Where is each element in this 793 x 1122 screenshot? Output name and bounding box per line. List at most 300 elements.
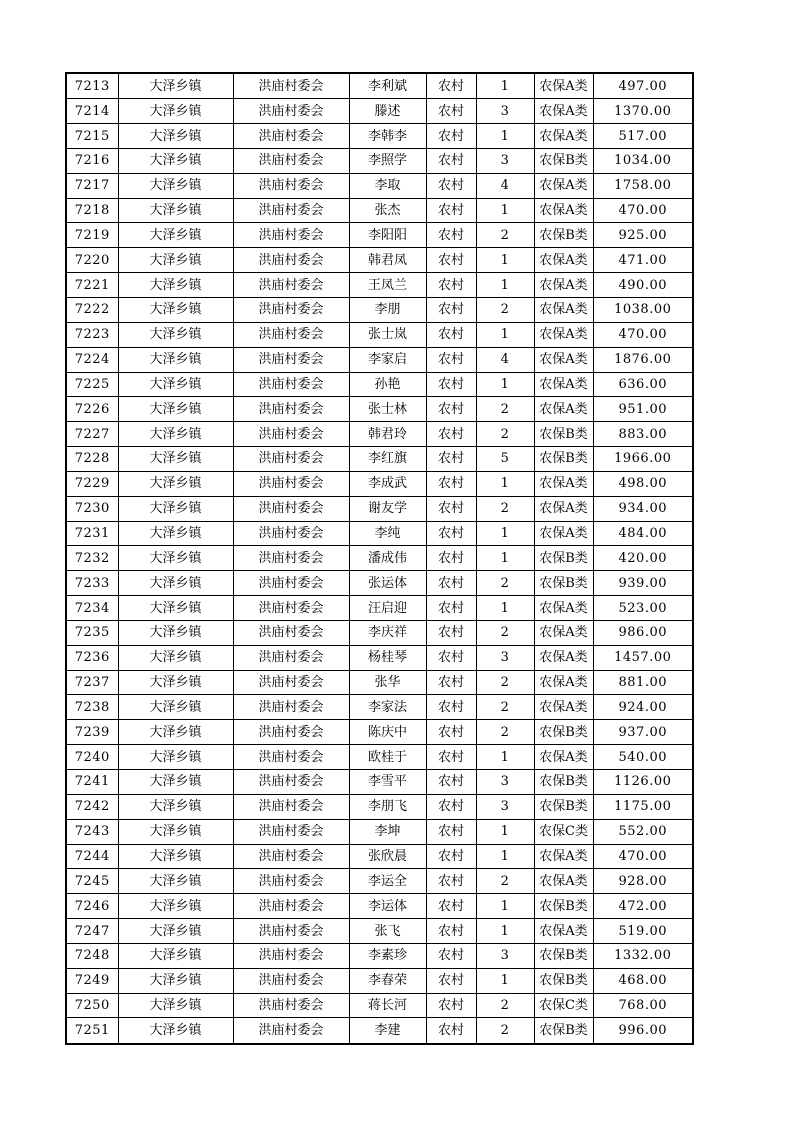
table-row [66, 993, 693, 1018]
cell-name: 韩君玲 [349, 422, 426, 447]
cell-amount: 883.00 [593, 422, 693, 447]
table-row [66, 695, 693, 720]
cell-insurance-type: 农保C类 [534, 819, 593, 844]
cell-town: 大泽乡镇 [118, 273, 233, 298]
cell-insurance-type: 农保A类 [534, 496, 593, 521]
cell-village: 洪庙村委会 [233, 794, 349, 819]
cell-name: 李建 [349, 1018, 426, 1044]
cell-count: 1 [476, 919, 534, 944]
cell-amount: 986.00 [593, 620, 693, 645]
cell-count: 3 [476, 148, 534, 173]
cell-name: 滕述 [349, 99, 426, 124]
cell-village: 洪庙村委会 [233, 322, 349, 347]
cell-amount: 1034.00 [593, 148, 693, 173]
cell-name: 李纯 [349, 521, 426, 546]
cell-count: 1 [476, 546, 534, 571]
cell-name: 李朋 [349, 297, 426, 322]
cell-village: 洪庙村委会 [233, 198, 349, 223]
cell-town: 大泽乡镇 [118, 695, 233, 720]
cell-insurance-type: 农保A类 [534, 347, 593, 372]
cell-id: 7224 [66, 347, 118, 372]
cell-id: 7226 [66, 397, 118, 422]
cell-village: 洪庙村委会 [233, 844, 349, 869]
table-row [66, 819, 693, 844]
cell-village: 洪庙村委会 [233, 521, 349, 546]
cell-insurance-type: 农保B类 [534, 148, 593, 173]
cell-name: 李素珍 [349, 943, 426, 968]
cell-count: 4 [476, 347, 534, 372]
cell-insurance-type: 农保A类 [534, 124, 593, 149]
cell-town: 大泽乡镇 [118, 422, 233, 447]
cell-amount: 519.00 [593, 919, 693, 944]
cell-name: 李运体 [349, 894, 426, 919]
cell-category: 农村 [426, 670, 476, 695]
cell-name: 张杰 [349, 198, 426, 223]
cell-count: 2 [476, 869, 534, 894]
cell-village: 洪庙村委会 [233, 471, 349, 496]
cell-insurance-type: 农保B类 [534, 447, 593, 472]
cell-category: 农村 [426, 770, 476, 795]
cell-id: 7237 [66, 670, 118, 695]
cell-category: 农村 [426, 273, 476, 298]
cell-id: 7238 [66, 695, 118, 720]
cell-count: 1 [476, 73, 534, 99]
cell-town: 大泽乡镇 [118, 993, 233, 1018]
cell-name: 李家启 [349, 347, 426, 372]
table-row [66, 894, 693, 919]
cell-count: 1 [476, 124, 534, 149]
cell-town: 大泽乡镇 [118, 968, 233, 993]
cell-village: 洪庙村委会 [233, 968, 349, 993]
cell-category: 农村 [426, 397, 476, 422]
cell-category: 农村 [426, 894, 476, 919]
cell-insurance-type: 农保A类 [534, 99, 593, 124]
cell-town: 大泽乡镇 [118, 943, 233, 968]
cell-name: 李庆祥 [349, 620, 426, 645]
cell-village: 洪庙村委会 [233, 173, 349, 198]
cell-id: 7248 [66, 943, 118, 968]
cell-amount: 1457.00 [593, 645, 693, 670]
cell-category: 农村 [426, 645, 476, 670]
cell-village: 洪庙村委会 [233, 770, 349, 795]
cell-id: 7225 [66, 372, 118, 397]
cell-name: 张运体 [349, 571, 426, 596]
cell-category: 农村 [426, 794, 476, 819]
cell-count: 2 [476, 297, 534, 322]
cell-category: 农村 [426, 546, 476, 571]
table-row [66, 322, 693, 347]
cell-town: 大泽乡镇 [118, 297, 233, 322]
cell-village: 洪庙村委会 [233, 571, 349, 596]
cell-insurance-type: 农保B类 [534, 223, 593, 248]
cell-insurance-type: 农保C类 [534, 993, 593, 1018]
table-row [66, 1018, 693, 1044]
cell-name: 张欣晨 [349, 844, 426, 869]
cell-amount: 468.00 [593, 968, 693, 993]
cell-village: 洪庙村委会 [233, 73, 349, 99]
cell-town: 大泽乡镇 [118, 770, 233, 795]
cell-id: 7228 [66, 447, 118, 472]
cell-amount: 470.00 [593, 322, 693, 347]
cell-insurance-type: 农保B类 [534, 422, 593, 447]
cell-category: 农村 [426, 844, 476, 869]
cell-id: 7247 [66, 919, 118, 944]
cell-town: 大泽乡镇 [118, 397, 233, 422]
cell-village: 洪庙村委会 [233, 546, 349, 571]
table-row [66, 273, 693, 298]
cell-amount: 497.00 [593, 73, 693, 99]
cell-id: 7235 [66, 620, 118, 645]
cell-town: 大泽乡镇 [118, 372, 233, 397]
cell-amount: 540.00 [593, 745, 693, 770]
cell-amount: 552.00 [593, 819, 693, 844]
cell-category: 农村 [426, 819, 476, 844]
cell-name: 李利斌 [349, 73, 426, 99]
cell-amount: 1370.00 [593, 99, 693, 124]
cell-insurance-type: 农保A类 [534, 521, 593, 546]
cell-village: 洪庙村委会 [233, 869, 349, 894]
cell-count: 1 [476, 471, 534, 496]
cell-name: 张华 [349, 670, 426, 695]
table-row [66, 198, 693, 223]
cell-town: 大泽乡镇 [118, 248, 233, 273]
table-row [66, 73, 693, 99]
table-row [66, 422, 693, 447]
cell-name: 欧桂于 [349, 745, 426, 770]
cell-town: 大泽乡镇 [118, 645, 233, 670]
cell-id: 7242 [66, 794, 118, 819]
cell-id: 7244 [66, 844, 118, 869]
cell-count: 2 [476, 1018, 534, 1044]
cell-town: 大泽乡镇 [118, 794, 233, 819]
cell-village: 洪庙村委会 [233, 819, 349, 844]
cell-id: 7213 [66, 73, 118, 99]
cell-town: 大泽乡镇 [118, 869, 233, 894]
cell-category: 农村 [426, 471, 476, 496]
cell-amount: 768.00 [593, 993, 693, 1018]
cell-count: 1 [476, 372, 534, 397]
cell-count: 3 [476, 99, 534, 124]
cell-category: 农村 [426, 422, 476, 447]
cell-town: 大泽乡镇 [118, 571, 233, 596]
cell-name: 李坤 [349, 819, 426, 844]
cell-insurance-type: 农保A类 [534, 73, 593, 99]
cell-id: 7233 [66, 571, 118, 596]
table-row [66, 596, 693, 621]
cell-category: 农村 [426, 521, 476, 546]
table-row [66, 297, 693, 322]
table-row [66, 471, 693, 496]
cell-village: 洪庙村委会 [233, 670, 349, 695]
table-row [66, 844, 693, 869]
cell-count: 1 [476, 844, 534, 869]
cell-id: 7234 [66, 596, 118, 621]
cell-insurance-type: 农保A类 [534, 745, 593, 770]
cell-village: 洪庙村委会 [233, 1018, 349, 1044]
cell-name: 李阳阳 [349, 223, 426, 248]
cell-id: 7245 [66, 869, 118, 894]
cell-insurance-type: 农保B类 [534, 894, 593, 919]
cell-village: 洪庙村委会 [233, 943, 349, 968]
cell-count: 1 [476, 894, 534, 919]
cell-category: 农村 [426, 372, 476, 397]
table-row [66, 347, 693, 372]
cell-id: 7215 [66, 124, 118, 149]
cell-amount: 498.00 [593, 471, 693, 496]
cell-id: 7214 [66, 99, 118, 124]
table-row [66, 546, 693, 571]
cell-amount: 934.00 [593, 496, 693, 521]
cell-town: 大泽乡镇 [118, 596, 233, 621]
cell-id: 7240 [66, 745, 118, 770]
cell-id: 7251 [66, 1018, 118, 1044]
cell-village: 洪庙村委会 [233, 347, 349, 372]
cell-name: 李运全 [349, 869, 426, 894]
cell-category: 农村 [426, 223, 476, 248]
cell-count: 2 [476, 422, 534, 447]
cell-town: 大泽乡镇 [118, 124, 233, 149]
cell-count: 1 [476, 248, 534, 273]
cell-id: 7230 [66, 496, 118, 521]
cell-name: 李红旗 [349, 447, 426, 472]
cell-name: 李家法 [349, 695, 426, 720]
table-row [66, 968, 693, 993]
cell-amount: 484.00 [593, 521, 693, 546]
cell-count: 1 [476, 745, 534, 770]
cell-name: 孙艳 [349, 372, 426, 397]
cell-town: 大泽乡镇 [118, 844, 233, 869]
cell-town: 大泽乡镇 [118, 1018, 233, 1044]
cell-village: 洪庙村委会 [233, 447, 349, 472]
table-row [66, 919, 693, 944]
cell-amount: 523.00 [593, 596, 693, 621]
cell-insurance-type: 农保A类 [534, 869, 593, 894]
cell-category: 农村 [426, 968, 476, 993]
cell-village: 洪庙村委会 [233, 720, 349, 745]
cell-category: 农村 [426, 620, 476, 645]
cell-town: 大泽乡镇 [118, 919, 233, 944]
cell-count: 2 [476, 695, 534, 720]
cell-count: 2 [476, 720, 534, 745]
cell-category: 农村 [426, 173, 476, 198]
cell-category: 农村 [426, 919, 476, 944]
cell-id: 7243 [66, 819, 118, 844]
table-row [66, 397, 693, 422]
table-row [66, 148, 693, 173]
cell-insurance-type: 农保A类 [534, 844, 593, 869]
cell-town: 大泽乡镇 [118, 447, 233, 472]
cell-category: 农村 [426, 720, 476, 745]
cell-amount: 1758.00 [593, 173, 693, 198]
cell-id: 7250 [66, 993, 118, 1018]
table-row [66, 745, 693, 770]
cell-id: 7218 [66, 198, 118, 223]
table-row [66, 794, 693, 819]
cell-village: 洪庙村委会 [233, 99, 349, 124]
cell-id: 7246 [66, 894, 118, 919]
cell-category: 农村 [426, 347, 476, 372]
cell-insurance-type: 农保A类 [534, 198, 593, 223]
cell-count: 1 [476, 521, 534, 546]
cell-insurance-type: 农保A类 [534, 322, 593, 347]
cell-name: 李春荣 [349, 968, 426, 993]
cell-count: 3 [476, 794, 534, 819]
cell-id: 7241 [66, 770, 118, 795]
cell-name: 韩君凤 [349, 248, 426, 273]
cell-category: 农村 [426, 745, 476, 770]
cell-category: 农村 [426, 73, 476, 99]
cell-category: 农村 [426, 447, 476, 472]
cell-category: 农村 [426, 248, 476, 273]
table-row [66, 223, 693, 248]
cell-name: 汪启迎 [349, 596, 426, 621]
cell-count: 4 [476, 173, 534, 198]
cell-insurance-type: 农保B类 [534, 720, 593, 745]
cell-village: 洪庙村委会 [233, 496, 349, 521]
cell-village: 洪庙村委会 [233, 248, 349, 273]
cell-village: 洪庙村委会 [233, 596, 349, 621]
cell-amount: 1966.00 [593, 447, 693, 472]
cell-amount: 471.00 [593, 248, 693, 273]
cell-town: 大泽乡镇 [118, 99, 233, 124]
cell-town: 大泽乡镇 [118, 173, 233, 198]
cell-insurance-type: 农保A类 [534, 173, 593, 198]
cell-amount: 937.00 [593, 720, 693, 745]
cell-insurance-type: 农保A类 [534, 297, 593, 322]
cell-amount: 1876.00 [593, 347, 693, 372]
cell-insurance-type: 农保B类 [534, 770, 593, 795]
cell-village: 洪庙村委会 [233, 124, 349, 149]
cell-id: 7239 [66, 720, 118, 745]
table-row [66, 869, 693, 894]
cell-village: 洪庙村委会 [233, 148, 349, 173]
cell-id: 7217 [66, 173, 118, 198]
cell-insurance-type: 农保A类 [534, 273, 593, 298]
table-row [66, 720, 693, 745]
cell-name: 李照学 [349, 148, 426, 173]
cell-id: 7232 [66, 546, 118, 571]
table-row [66, 99, 693, 124]
cell-insurance-type: 农保B类 [534, 1018, 593, 1044]
cell-town: 大泽乡镇 [118, 496, 233, 521]
cell-town: 大泽乡镇 [118, 670, 233, 695]
cell-category: 农村 [426, 198, 476, 223]
cell-name: 潘成伟 [349, 546, 426, 571]
cell-name: 李韩李 [349, 124, 426, 149]
cell-insurance-type: 农保B类 [534, 794, 593, 819]
table-row [66, 496, 693, 521]
cell-town: 大泽乡镇 [118, 73, 233, 99]
cell-category: 农村 [426, 695, 476, 720]
cell-town: 大泽乡镇 [118, 521, 233, 546]
cell-name: 王凤兰 [349, 273, 426, 298]
cell-town: 大泽乡镇 [118, 471, 233, 496]
cell-amount: 925.00 [593, 223, 693, 248]
cell-id: 7223 [66, 322, 118, 347]
table-row [66, 645, 693, 670]
cell-town: 大泽乡镇 [118, 198, 233, 223]
cell-count: 3 [476, 645, 534, 670]
cell-id: 7221 [66, 273, 118, 298]
cell-insurance-type: 农保A类 [534, 248, 593, 273]
cell-village: 洪庙村委会 [233, 297, 349, 322]
cell-id: 7231 [66, 521, 118, 546]
cell-category: 农村 [426, 496, 476, 521]
cell-amount: 996.00 [593, 1018, 693, 1044]
cell-category: 农村 [426, 322, 476, 347]
cell-id: 7229 [66, 471, 118, 496]
cell-id: 7236 [66, 645, 118, 670]
cell-amount: 1038.00 [593, 297, 693, 322]
cell-village: 洪庙村委会 [233, 397, 349, 422]
pension-records-table [65, 72, 694, 1045]
cell-insurance-type: 农保B类 [534, 943, 593, 968]
cell-count: 1 [476, 968, 534, 993]
cell-town: 大泽乡镇 [118, 745, 233, 770]
table-row [66, 620, 693, 645]
cell-name: 李成武 [349, 471, 426, 496]
cell-town: 大泽乡镇 [118, 620, 233, 645]
cell-amount: 470.00 [593, 198, 693, 223]
cell-amount: 924.00 [593, 695, 693, 720]
table-row [66, 447, 693, 472]
cell-insurance-type: 农保A类 [534, 471, 593, 496]
cell-name: 李取 [349, 173, 426, 198]
cell-village: 洪庙村委会 [233, 273, 349, 298]
cell-amount: 1175.00 [593, 794, 693, 819]
cell-insurance-type: 农保B类 [534, 546, 593, 571]
cell-insurance-type: 农保A类 [534, 645, 593, 670]
cell-amount: 881.00 [593, 670, 693, 695]
cell-amount: 470.00 [593, 844, 693, 869]
table-row [66, 248, 693, 273]
cell-village: 洪庙村委会 [233, 422, 349, 447]
cell-id: 7222 [66, 297, 118, 322]
cell-category: 农村 [426, 869, 476, 894]
cell-name: 张飞 [349, 919, 426, 944]
cell-amount: 420.00 [593, 546, 693, 571]
cell-insurance-type: 农保A类 [534, 919, 593, 944]
cell-amount: 951.00 [593, 397, 693, 422]
cell-name: 杨桂琴 [349, 645, 426, 670]
cell-amount: 928.00 [593, 869, 693, 894]
cell-count: 2 [476, 397, 534, 422]
cell-id: 7227 [66, 422, 118, 447]
cell-village: 洪庙村委会 [233, 372, 349, 397]
cell-name: 陈庆中 [349, 720, 426, 745]
cell-count: 5 [476, 447, 534, 472]
cell-category: 农村 [426, 596, 476, 621]
cell-insurance-type: 农保B类 [534, 968, 593, 993]
cell-count: 2 [476, 993, 534, 1018]
cell-insurance-type: 农保A类 [534, 397, 593, 422]
cell-insurance-type: 农保B类 [534, 571, 593, 596]
cell-town: 大泽乡镇 [118, 720, 233, 745]
table-row [66, 521, 693, 546]
cell-town: 大泽乡镇 [118, 223, 233, 248]
cell-category: 农村 [426, 148, 476, 173]
cell-id: 7220 [66, 248, 118, 273]
cell-town: 大泽乡镇 [118, 894, 233, 919]
cell-count: 2 [476, 620, 534, 645]
cell-id: 7249 [66, 968, 118, 993]
cell-town: 大泽乡镇 [118, 819, 233, 844]
table-row [66, 943, 693, 968]
table-row [66, 173, 693, 198]
cell-amount: 490.00 [593, 273, 693, 298]
cell-village: 洪庙村委会 [233, 223, 349, 248]
cell-amount: 472.00 [593, 894, 693, 919]
